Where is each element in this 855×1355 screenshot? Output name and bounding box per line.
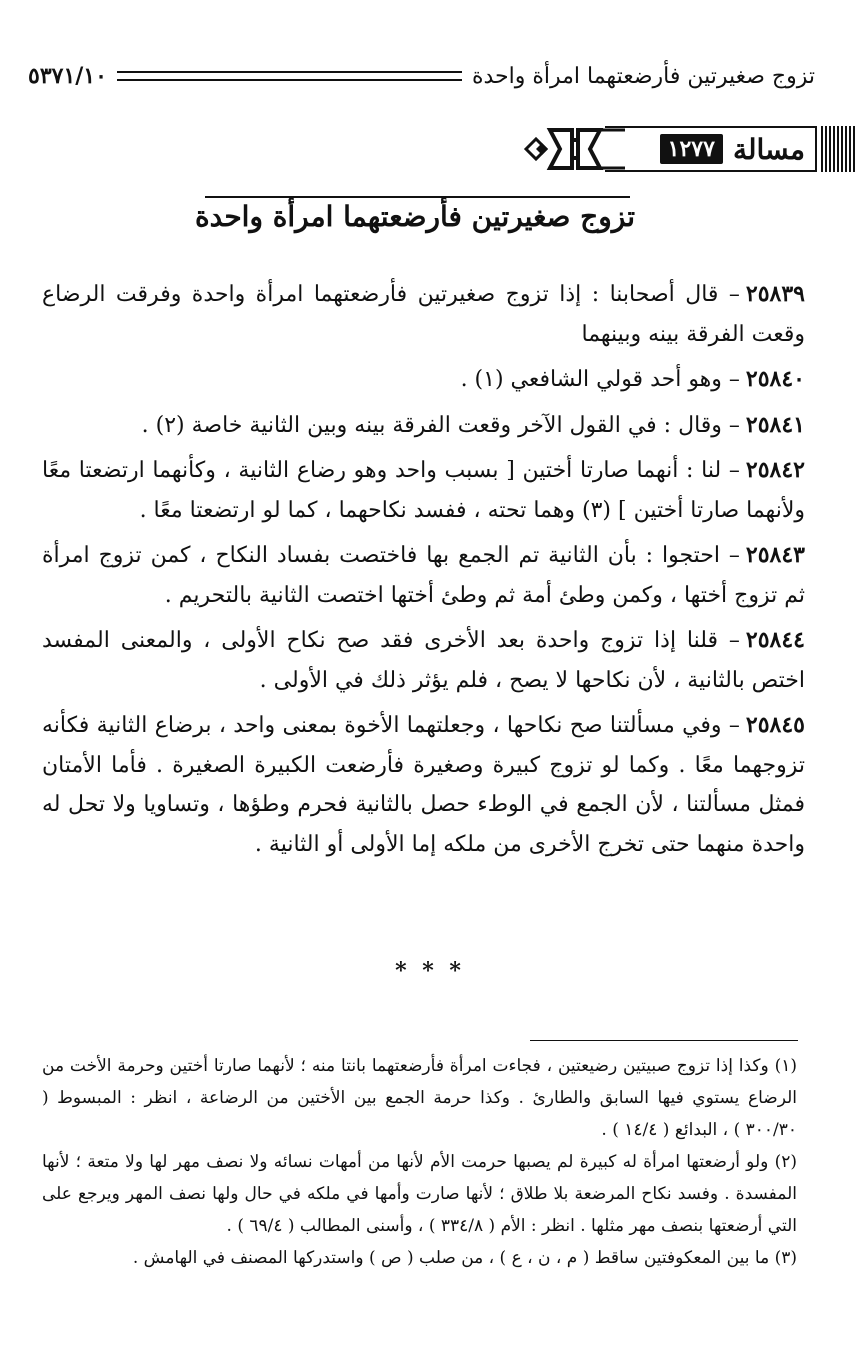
masala-banner: [520, 118, 855, 180]
footnote: (٢) ولو أرضعتها امرأة له كبيرة لم يصبها حرمت الأم لأنها من أمهات نسائه ولا نصف مهر لها ولا متعة ؛ لأنها المفسدة . وفسد نكاح المرضعة بلا طلاق ؛ لأنها صارت وأمها في ملكه في حال ولها نصف المهر ويرجع على التي أرضعتها بنصف مهر مثلها . انظر : الأم ( ٣٣٤/٨ ) ، وأسنى المطالب ( ٦٩/٤ ) .: [42, 1152, 797, 1236]
paragraph-text: – قلنا إذا تزوج واحدة بعد الأخرى فقد صح نكاح الأولى ، والمعنى المفسد اختص بالثانية ، لأن نكاحها لا يصح ، فلم يؤثر ذلك في الأولى .: [42, 628, 805, 693]
paragraph-text: – احتجوا : بأن الثانية تم الجمع بها فاختصت بفساد النكاح ، كمن تزوج امرأة ثم تزوج أختها ، وكمن وطئ أمة ثم وطئ أختها اختصت الثانية بالتحريم .: [42, 543, 805, 608]
paragraph-number: ٢٥٨٤٥: [745, 712, 805, 738]
paragraph: [42, 275, 805, 354]
paragraph-text: – قال أصحابنا : إذا تزوج صغيرتين فأرضعتهما امرأة واحدة وفرقت الرضاع وقعت الفرقة بينه وبينهما: [42, 282, 805, 347]
section-title: تزوج صغيرتين فأرضعتهما امرأة واحدة: [194, 200, 635, 233]
paragraph-number: ٢٥٨٤٣: [745, 542, 805, 568]
paragraph-number: ٢٥٨٣٩: [745, 281, 805, 307]
paragraph: [42, 706, 805, 864]
paragraph-text: – وقال : في القول الآخر وقعت الفرقة بينه وبين الثانية خاصة (٢) .: [141, 412, 740, 438]
paragraph-number: ٢٥٨٤٠: [745, 366, 805, 392]
running-header: [28, 58, 815, 94]
banner-stripes-ornament: [821, 126, 855, 172]
paragraph-text: – وهو أحد قولي الشافعي (١) .: [460, 367, 740, 392]
banner-knot-ornament: [520, 118, 625, 180]
paragraph-number: ٢٥٨٤١: [745, 411, 805, 438]
footnote-rule: [530, 1040, 798, 1041]
masala-label: مسالة: [732, 132, 805, 166]
paragraph: [42, 621, 805, 700]
masala-number: ١٢٧٧: [660, 134, 723, 164]
paragraph: [42, 360, 805, 400]
paragraph-text: – وفي مسألتنا صح نكاحها ، وجعلتهما الأخوة بمعنى واحد ، برضاع الثانية فكأنه تزوجهما معًا . وكما لو تزوج كبيرة وصغيرة فأرضعت الكبيرة الصغيرة . فأما الأمتان فمثل مسألتنا ، لأن الجمع في الوطء حصل بالثانية فحرم وطؤها ، وتساويا ولا تحل له واحدة منهما حتى تخرج الأخرى من ملكه إما الأولى أو الثانية .: [42, 713, 805, 857]
paragraph-number: ٢٥٨٤٤: [745, 627, 805, 653]
footnote: (١) وكذا إذا تزوج صبيتين رضيعتين ، فجاءت امرأة فأرضعتهما بانتا منه ؛ لأنهما صارتا أختين وحرمة الأخت من الرضاع يستوي فيها السابق والطارئ . وكذا حرمة الجمع بين الأختين من الرضاعة ، انظر : المبسوط ( ٣٠٠/٣٠ ) ، البدائع ( ١٤/٤ ) .: [42, 1056, 797, 1140]
body-text: [42, 275, 805, 870]
footnote: (٣) ما بين المعكوفتين ساقط ( م ، ن ، ع ) ، من صلب ( ص ) واستدركها المصنف في الهامش .: [132, 1248, 797, 1268]
header-double-rule: [117, 71, 462, 81]
section-separator: * * *: [395, 958, 465, 984]
paragraph: [42, 406, 805, 446]
paragraph-number: ٢٥٨٤٢: [745, 457, 805, 483]
paragraph: [42, 451, 805, 530]
footnotes: [42, 1050, 797, 1274]
page-reference: ٥٣٧١/١٠: [28, 63, 107, 89]
title-rule: [205, 196, 630, 198]
running-title: تزوج صغيرتين فأرضعتهما امرأة واحدة: [471, 63, 815, 89]
paragraph-text: – لنا : أنهما صارتا أختين [ بسبب واحد وهو رضاع الثانية ، وكأنهما ارتضعتا معًا ولأنهما صارتا أختين ] (٣) وهما تحته ، ففسد نكاحهما ، كما لو ارتضعتا معًا .: [42, 458, 805, 523]
masala-box: [605, 126, 817, 172]
paragraph: [42, 536, 805, 615]
